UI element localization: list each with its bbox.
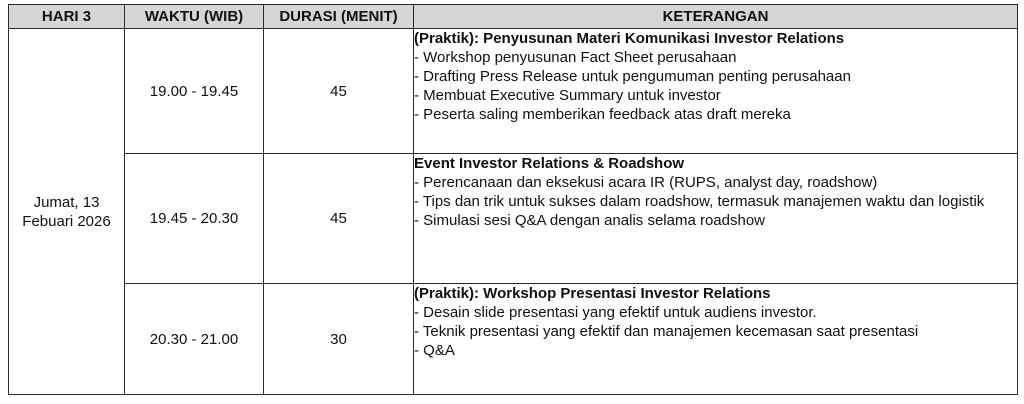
description-cell (414, 154, 1018, 284)
duration-cell: 30 (264, 284, 414, 395)
description-cell (414, 284, 1018, 395)
time-cell: 19.45 - 20.30 (125, 154, 264, 284)
day-cell (9, 29, 125, 395)
table-header (9, 5, 1018, 29)
table-body (9, 29, 1018, 395)
session-item: - Simulasi sesi Q&A dengan analis selama roadshow (414, 212, 766, 229)
session-item: - Teknik presentasi yang efektif dan manajemen kecemasan saat presentasi (414, 323, 919, 340)
session-item: - Peserta saling memberikan feedback atas draft mereka (414, 106, 791, 123)
table-row (9, 154, 1018, 284)
duration-cell: 45 (264, 29, 414, 154)
description-cell (414, 29, 1018, 154)
session-title: Event Investor Relations & Roadshow (414, 155, 685, 172)
header-description: KETERANGAN (414, 5, 1018, 29)
session-item: - Q&A (414, 342, 455, 359)
table-row (9, 284, 1018, 395)
schedule-table (8, 4, 1018, 395)
session-item: - Tips dan trik untuk sukses dalam roadshow, termasuk manajemen waktu dan logistik (414, 193, 985, 210)
session-item: - Drafting Press Release untuk pengumuman penting perusahaan (414, 68, 851, 85)
table-row (9, 29, 1018, 154)
session-item: - Desain slide presentasi yang efektif untuk audiens investor. (414, 304, 817, 321)
day-date: Jumat, 13 (33, 193, 100, 211)
header-row (9, 5, 1018, 29)
day-month-year: Febuari 2026 (22, 212, 111, 230)
session-item: - Membuat Executive Summary untuk investor (414, 87, 721, 104)
header-day: HARI 3 (9, 5, 125, 29)
header-time: WAKTU (WIB) (125, 5, 264, 29)
time-cell: 19.00 - 19.45 (125, 29, 264, 154)
session-item: - Perencanaan dan eksekusi acara IR (RUPS, analyst day, roadshow) (414, 174, 878, 191)
duration-cell: 45 (264, 154, 414, 284)
header-duration: DURASI (MENIT) (264, 5, 414, 29)
session-item: - Workshop penyusunan Fact Sheet perusahaan (414, 49, 737, 66)
time-cell: 20.30 - 21.00 (125, 284, 264, 395)
session-title: (Praktik): Penyusunan Materi Komunikasi Investor Relations (414, 30, 845, 47)
session-title: (Praktik): Workshop Presentasi Investor Relations (414, 285, 771, 302)
